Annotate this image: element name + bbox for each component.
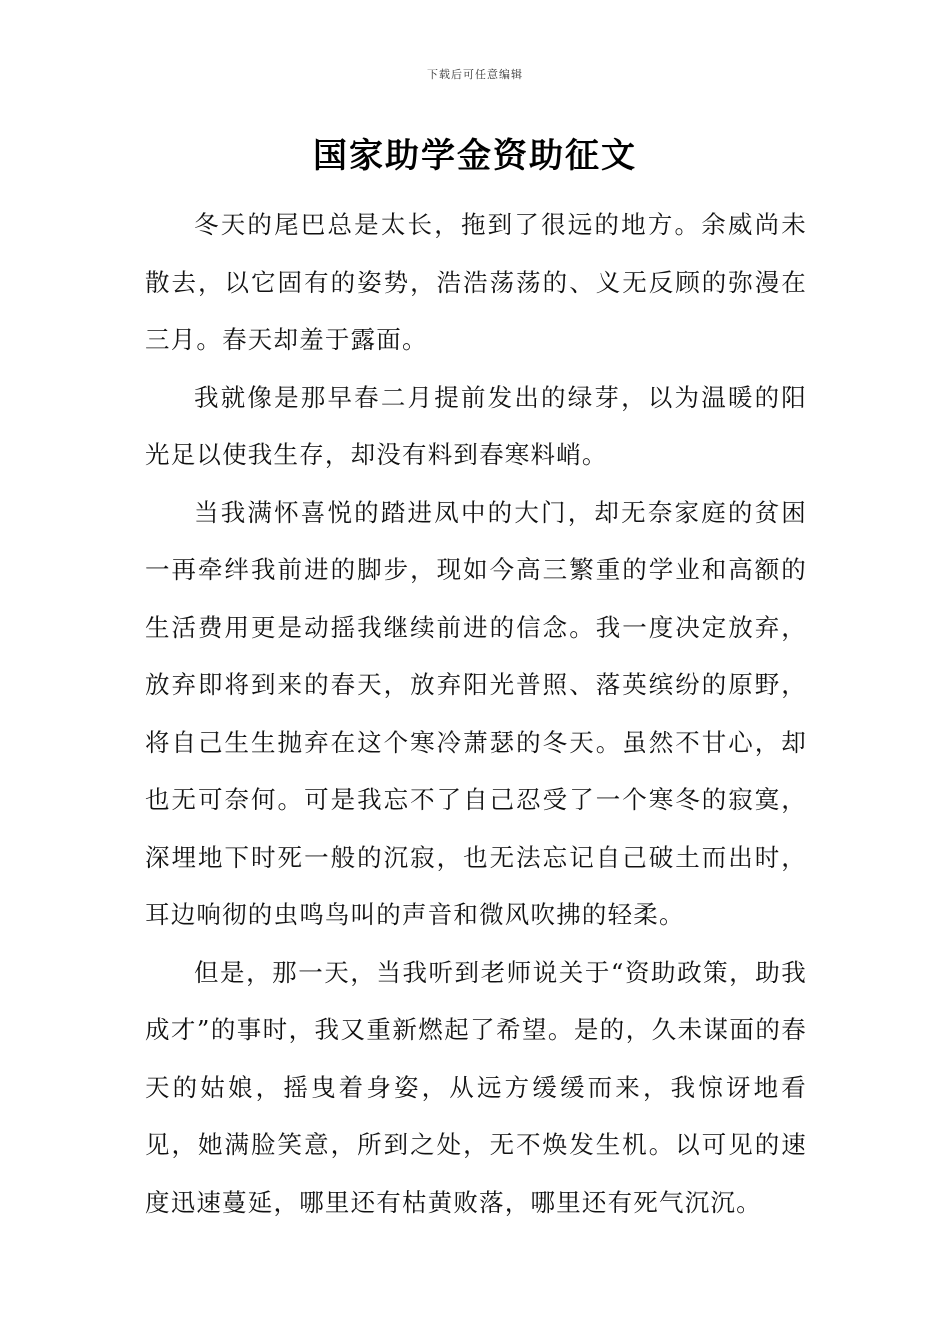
header-note: 下载后可任意编辑	[427, 68, 523, 81]
paragraph-3: 当我满怀喜悦的踏进凤中的大门，却无奈家庭的贫困一再牵绊我前进的脚步，现如今高三繁重的学业和高额的生活费用更是动摇我继续前进的信念。我一度决定放弃，放弃即将到来的春天，放弃阳光普照、落英缤纷的原野，将自己生生抛弃在这个寒冷萧瑟的冬天。虽然不甘心，却也无可奈何。可是我忘不了自己忍受了一个寒冬的寂寞，深埋地下时死一般的沉寂，也无法忘记自己破土而出时，耳边响彻的虫鸣鸟叫的声音和微风吹拂的轻柔。	[145, 497, 807, 929]
paragraph-4: 但是，那一天，当我听到老师说关于“资助政策，助我成才”的事时，我又重新燃起了希望。是的，久未谋面的春天的姑娘，摇曳着身姿，从远方缓缓而来，我惊讶地看见，她满脸笑意，所到之处，无不焕发生机。以可见的速度迅速蔓延，哪里还有枯黄败落，哪里还有死气沉沉。	[145, 957, 807, 1217]
paragraph-1: 冬天的尾巴总是太长，拖到了很远的地方。余威尚未散去，以它固有的姿势，浩浩荡荡的、义无反顾的弥漫在三月。春天却羞于露面。	[145, 210, 807, 354]
essay-body	[145, 196, 807, 1231]
page-title: 国家助学金资助征文	[313, 136, 637, 176]
paragraph-2: 我就像是那早春二月提前发出的绿芽，以为温暖的阳光足以使我生存，却没有料到春寒料峭。	[145, 382, 807, 469]
